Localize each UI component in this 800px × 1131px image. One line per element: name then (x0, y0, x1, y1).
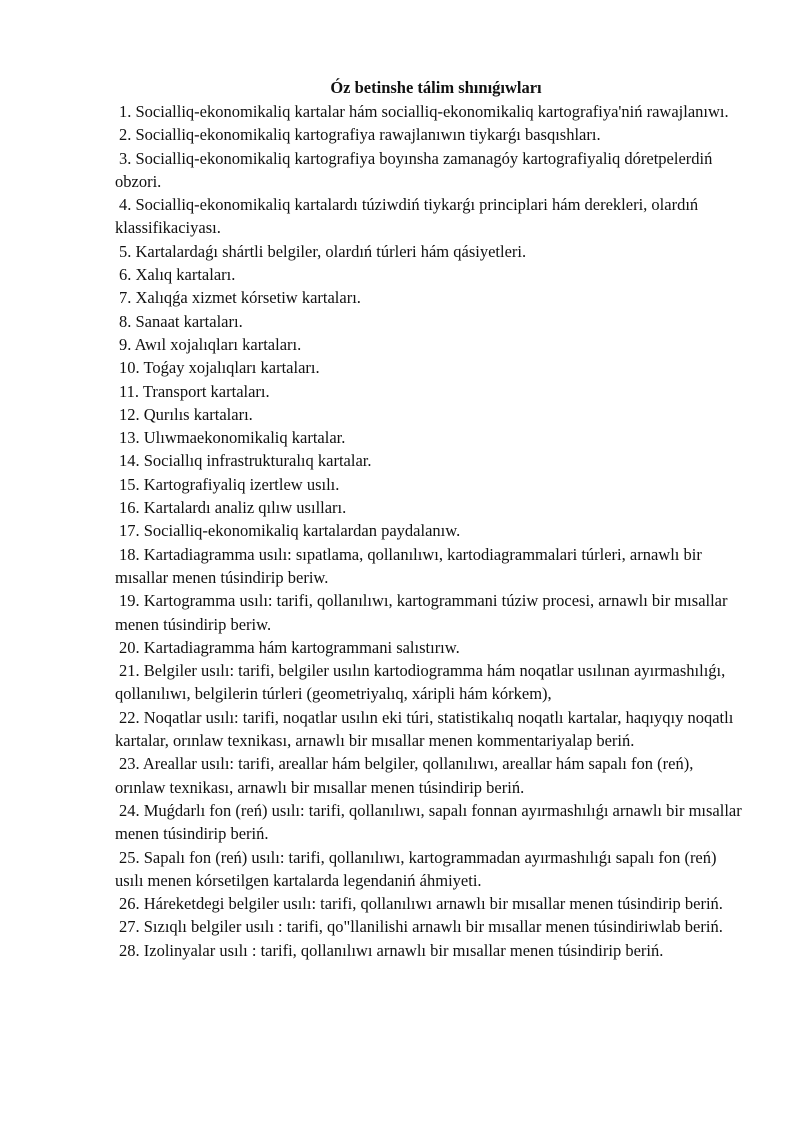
list-item-number: 13. (119, 428, 140, 448)
list-item-number: 3. (119, 148, 132, 168)
list-item-text: Xalıqǵa xizmet kórsetiw kartaları. (135, 288, 361, 308)
list-item-text: Kartalardı analiz qılıw usılları. (143, 498, 347, 518)
list-item-number: 27. (119, 917, 140, 937)
list-item-number: 24. (119, 800, 140, 820)
list-item-text: Transport kartaları. (142, 381, 270, 401)
list-item (115, 589, 747, 636)
list-item (115, 240, 747, 263)
list-item-number: 6. (119, 265, 132, 285)
list-item-number: 7. (119, 288, 132, 308)
list-item (115, 333, 747, 356)
list-item-number: 19. (119, 591, 140, 611)
list-item-text: Muǵdarlı fon (reń) usılı: tarifi, qollanılıwı, sapalı fonnan ayırmashılıǵı arnawlı bir mısallar menen túsindirip beriń. (115, 800, 742, 844)
list-item-text: Socialliq-ekonomikaliq kartografiya rawajlanıwın tiykarǵı basqıshları. (135, 125, 601, 145)
list-item (115, 496, 747, 519)
list-item-number: 28. (119, 940, 140, 960)
list-item-text: Socialliq-ekonomikaliq kartalardı túziwdiń tiykarǵı principlari hám derekleri, olardıń klassifikaciyası. (115, 195, 699, 238)
list-item (115, 636, 747, 659)
list-item-text: Noqatlar usılı: tarifi, noqatlar usılın eki túri, statistikalıq noqatlı kartalar, haqıyqıy noqatlı kartalar, orınlaw texnikası, arnawlı bir mısallar menen kommentariyalap beriń. (115, 707, 734, 751)
list-item-text: Awıl xojalıqları kartaları. (134, 334, 302, 354)
list-item-text: Xalıq kartaları. (135, 265, 236, 285)
list-item-text: Sapalı fon (reń) usılı: tarifi, qollanılıwı, kartogrammadan ayırmashılıǵı sapalı fon (reń) usılı menen kórsetilgen kartalarda legendaniń áhmiyeti. (115, 847, 717, 890)
list-item (115, 426, 747, 449)
list-item-number: 22. (119, 707, 140, 727)
list-item-number: 14. (119, 451, 140, 471)
topic-list (115, 100, 747, 962)
list-item-number: 18. (119, 544, 140, 564)
list-item-text: Kartadiagramma usılı: sıpatlama, qollanılıwı, kartodiagrammalari túrleri, arnawlı bir mısallar menen túsindirip beriw. (115, 544, 702, 587)
list-item-number: 5. (119, 241, 132, 261)
list-item-number: 23. (119, 754, 140, 774)
list-item-number: 15. (119, 474, 140, 494)
list-item-number: 12. (119, 404, 140, 424)
list-item (115, 449, 747, 472)
list-item (115, 380, 747, 403)
list-item-text: Belgiler usılı: tarifi, belgiler usılın kartodiogramma hám noqatlar usılınan ayırmashılıǵı, qollanılıwı, belgilerin túrleri (geometriyalıq, xáripli hám kórkem), (115, 661, 726, 704)
list-item-number: 17. (119, 521, 140, 541)
list-item-number: 4. (119, 195, 132, 215)
list-item-text: Areallar usılı: tarifi, areallar hám belgiler, qollanılıwı, areallar hám sapalı fon (reń), orınlaw texnikası, arnawlı bir mısallar menen túsindirip beriń. (115, 754, 694, 797)
document-page (115, 76, 747, 962)
list-item-text: Kartalardaǵı shártli belgiler, olardıń túrleri hám qásiyetleri. (135, 241, 527, 261)
list-item-text: Sanaat kartaları. (135, 311, 243, 331)
list-item-text: Toǵay xojalıqları kartaları. (143, 358, 320, 378)
list-item (115, 147, 747, 194)
list-item-number: 2. (119, 125, 132, 145)
list-item (115, 543, 747, 590)
list-item (115, 799, 747, 846)
list-item-text: Izolinyalar usılı : tarifi, qollanılıwı arnawlı bir mısallar menen túsindirip beriń. (143, 940, 664, 960)
list-item (115, 846, 747, 893)
list-item-number: 21. (119, 661, 140, 681)
list-item (115, 286, 747, 309)
list-item-number: 25. (119, 847, 140, 867)
list-item-text: Kartografiyaliq izertlew usılı. (143, 474, 340, 494)
list-item-number: 1. (119, 102, 132, 121)
list-item (115, 706, 747, 753)
list-item (115, 939, 747, 962)
list-item-number: 20. (119, 637, 140, 657)
list-item-number: 9. (119, 334, 132, 354)
list-item (115, 659, 747, 706)
list-item-text: Kartogramma usılı: tarifi, qollanılıwı, kartogrammani túziw procesi, arnawlı bir mısallar menen túsindirip beriw. (115, 591, 728, 634)
list-item-number: 10. (119, 358, 140, 378)
list-item-text: Qurılıs kartaları. (143, 404, 253, 424)
list-item (115, 193, 747, 240)
list-item-number: 16. (119, 498, 140, 518)
list-item-text: Sociallıq infrastrukturalıq kartalar. (143, 451, 372, 471)
list-item-text: Socialliq-ekonomikaliq kartografiya boyınsha zamanagóy kartografiyaliq dóretpelerdiń obzori. (115, 148, 713, 191)
document-title: Óz betinshe tálim shınıǵıwları (330, 78, 542, 97)
list-item-text: Háreketdegi belgiler usılı: tarifi, qollanılıwı arnawlı bir mısallar menen túsindirip beriń. (143, 894, 723, 914)
list-item (115, 310, 747, 333)
list-item-number: 8. (119, 311, 132, 331)
list-item (115, 263, 747, 286)
list-item-text: Socialliq-ekonomikaliq kartalardan paydalanıw. (143, 521, 461, 541)
list-item (115, 100, 747, 123)
list-item (115, 403, 747, 426)
list-item (115, 123, 747, 146)
list-item-text: Kartadiagramma hám kartogrammani salıstırıw. (143, 637, 460, 657)
list-item (115, 915, 747, 938)
list-item-number: 11. (119, 381, 140, 401)
list-item (115, 892, 747, 915)
list-item (115, 752, 747, 799)
list-item-text: Ulıwmaekonomikaliq kartalar. (143, 428, 346, 448)
list-item-number: 26. (119, 894, 140, 914)
list-item (115, 356, 747, 379)
list-item (115, 473, 747, 496)
list-item-text: Sızıqlı belgiler usılı : tarifi, qo"llanilishi arnawlı bir mısallar menen túsindiriwlab beriń. (143, 917, 723, 937)
list-item-text: Socialliq-ekonomikaliq kartalar hám socialliq-ekonomikaliq kartografiya'niń rawajlanıwı. (135, 102, 729, 121)
list-item (115, 519, 747, 542)
